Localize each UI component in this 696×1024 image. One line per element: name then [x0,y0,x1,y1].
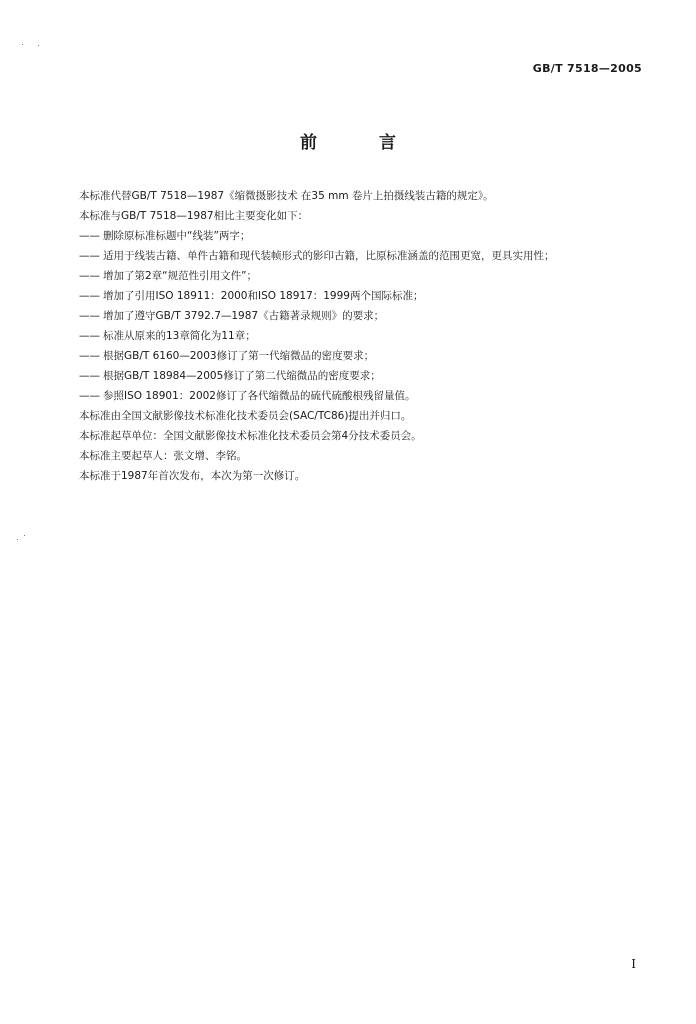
change-text: 增加了引用ISO 18911：2000和ISO 18917：1999两个国际标准； [103,290,424,302]
change-item [79,226,645,246]
change-item [79,366,645,386]
list-dash: —— [79,390,100,402]
change-item [79,306,645,326]
change-item [79,286,645,306]
scan-speck [38,45,39,46]
outro-paragraph: 本标准于1987年首次发布，本次为第一次修订。 [79,470,306,482]
intro-paragraph: 本标准与GB/T 7518—1987相比主要变化如下： [79,210,309,222]
change-text: 适用于线装古籍、单件古籍和现代装帧形式的影印古籍，比原标准涵盖的范围更宽，更具实用性； [103,250,555,262]
change-text: 增加了遵守GB/T 3792.7—1987《古籍著录规则》的要求； [103,310,385,322]
change-item [79,346,645,366]
foreword-body [79,186,645,486]
scan-speck [24,535,25,536]
list-dash: —— [79,230,100,242]
change-text: 根据GB/T 6160—2003修订了第一代缩微品的密度要求； [103,350,375,362]
change-text: 删除原标准标题中“线装”两字； [103,230,251,242]
change-text: 增加了第2章“规范性引用文件”； [103,270,258,282]
scan-speck [22,44,23,45]
change-text: 标准从原来的13章简化为11章； [103,330,256,342]
list-dash: —— [79,250,100,262]
outro-paragraph: 本标准起草单位：全国文献影像技术标准化技术委员会第4分技术委员会。 [79,430,422,442]
page-number: I [631,957,636,971]
list-dash: —— [79,290,100,302]
list-dash: —— [79,330,100,342]
page-title: 前 言 [300,133,424,153]
list-dash: —— [79,350,100,362]
list-dash: —— [79,310,100,322]
outro-paragraph: 本标准主要起草人：张文增、李铭。 [79,450,247,462]
change-item [79,246,645,266]
change-item [79,326,645,346]
change-text: 根据GB/T 18984—2005修订了第二代缩微品的密度要求； [103,370,381,382]
change-item [79,386,645,406]
list-dash: —— [79,370,100,382]
intro-paragraph: 本标准代替GB/T 7518—1987《缩微摄影技术 在35 mm 卷片上拍摄线装古籍的规定》。 [79,190,494,202]
outro-paragraph: 本标准由全国文献影像技术标准化技术委员会(SAC/TC86)提出并归口。 [79,410,412,422]
standard-code: GB/T 7518—2005 [532,62,642,75]
change-text: 参照ISO 18901：2002修订了各代缩微品的硫代硫酸根残留量值。 [103,390,416,402]
scan-speck [17,539,18,540]
change-item [79,266,645,286]
list-dash: —— [79,270,100,282]
